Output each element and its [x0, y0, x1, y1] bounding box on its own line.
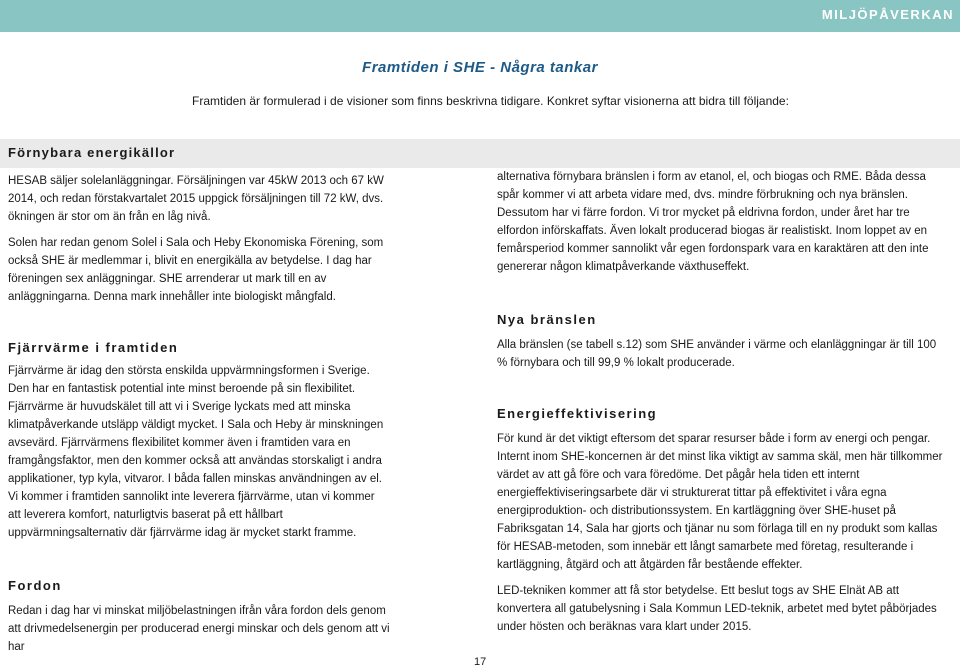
- paragraph-energieffektivisering: För kund är det viktigt eftersom det sparar resurser både i form av energi och pengar. Internt inom SHE-koncernen är det minst lika viktigt av samma skäl, men här tillkommer värdet av att gå före och vara föredöme. Det pågår hela tiden ett internt energieffektiviseringsarbete där vi strukturerat tittar på effektivitet i våra egna energiproduktion- och distributionssystem. En kartläggning över SHE-huset på Fabriksgatan 14, Sala har gjorts och tjänar nu som förlaga till en ny produkt som kallas för HESAB-metoden, som innebär ett långt samarbete med företag, resulterande i kartläggning, åtgärd och att åtgärden får bestående effekter.: [497, 433, 943, 571]
- intro-text: Framtiden är formulerad i de visioner som finns beskrivna tidigare. Konkret syftar visionerna att bidra till följande:: [192, 94, 789, 108]
- page-number: 17: [474, 656, 487, 668]
- paragraph-solel-forening: Solen har redan genom Solel i Sala och Heby Ekonomiska Förening, som också SHE är medlemmar i, blivit en energikälla av betydelse. I dag har föreningen sex anläggningar. SHE arrenderar ut mark till en av anläggningarna. Denna mark innehåller inte biologiskt mångfald.: [8, 237, 384, 303]
- paragraph-fjarrvarme: Fjärrvärme är idag den största enskilda uppvärmningsformen i Sverige. Den har en fantastisk potential inte minst beroende på sin flexibilitet. Fjärrvärme är huvudskälet till att vi i Sverige lyckats med att minska klimatpåverkande utsläpp väldigt mycket. I Sala och Heby är minskningen avsevärd. Fjärrvärmens flexibilitet kommer även i framtiden vara en framgångsfaktor, men den kommer också att användas storskaligt i andra applikationer, typ kyla, vitvaror. I båda fallen minskas användningen av el. Vi kommer i framtiden sannolikt inte leverera fjärrvärme, utan vi kommer att leverera komfort, naturligtvis baserat på ett hållbart uppvärmningsalternativ där fjärrvärme idag är mycket starkt framme.: [8, 365, 384, 539]
- heading-fjarrvarme: Fjärrvärme i framtiden: [8, 340, 179, 355]
- page-title: Framtiden i SHE - Några tankar: [362, 59, 598, 76]
- paragraph-fordon-continued: alternativa förnybara bränslen i form av etanol, el, och biogas och RME. Båda dessa spår kommer vi att arbeta vidare med, dvs. mindre förbrukning och nya bränslen. Dessutom har vi färre fordon. Vi tror mycket på eldrivna fordon, under året har tre elfordon införskaffats. Även lokalt producerad biogas är realistiskt. Inom loppet av en femårsperiod kommer sannolikt vår egen fordonspark vara en karaktären att den inte genererar någon klimatpåverkande växthuseffekt.: [497, 171, 929, 273]
- paragraph-solel-sales: HESAB säljer solelanläggningar. Försäljningen var 45kW 2013 och 67 kW 2014, och redan förstakvartalet 2015 uppgick försäljningen till 72 kW, dvs. ökningen är stor om än från en låg nivå.: [8, 175, 384, 223]
- heading-fordon: Fordon: [8, 578, 62, 593]
- band-heading: Förnybara energikällor: [8, 145, 176, 160]
- paragraph-led: LED-tekniken kommer att få stor betydelse. Ett beslut togs av SHE Elnät AB att konvertera all gatubelysning i Sala Kommun LED-teknik, arbetet med bytet påbörjades under hösten och beräknas vara klart under 2015.: [497, 585, 937, 633]
- heading-nya-branslen: Nya bränslen: [497, 312, 597, 327]
- heading-energieffektivisering: Energieffektivisering: [497, 406, 658, 421]
- section-label: MILJÖPÅVERKAN: [821, 7, 954, 22]
- paragraph-nya-branslen: Alla bränslen (se tabell s.12) som SHE använder i värme och elanläggningar är till 100 % förnybara och till 99,9 % lokalt producerade.: [497, 339, 937, 369]
- section-header-bar: [0, 0, 960, 32]
- paragraph-fordon: Redan i dag har vi minskat miljöbelastningen ifrån våra fordon dels genom att drivmedelsenergin per producerad energi minskar och dels genom att vi har: [8, 605, 390, 653]
